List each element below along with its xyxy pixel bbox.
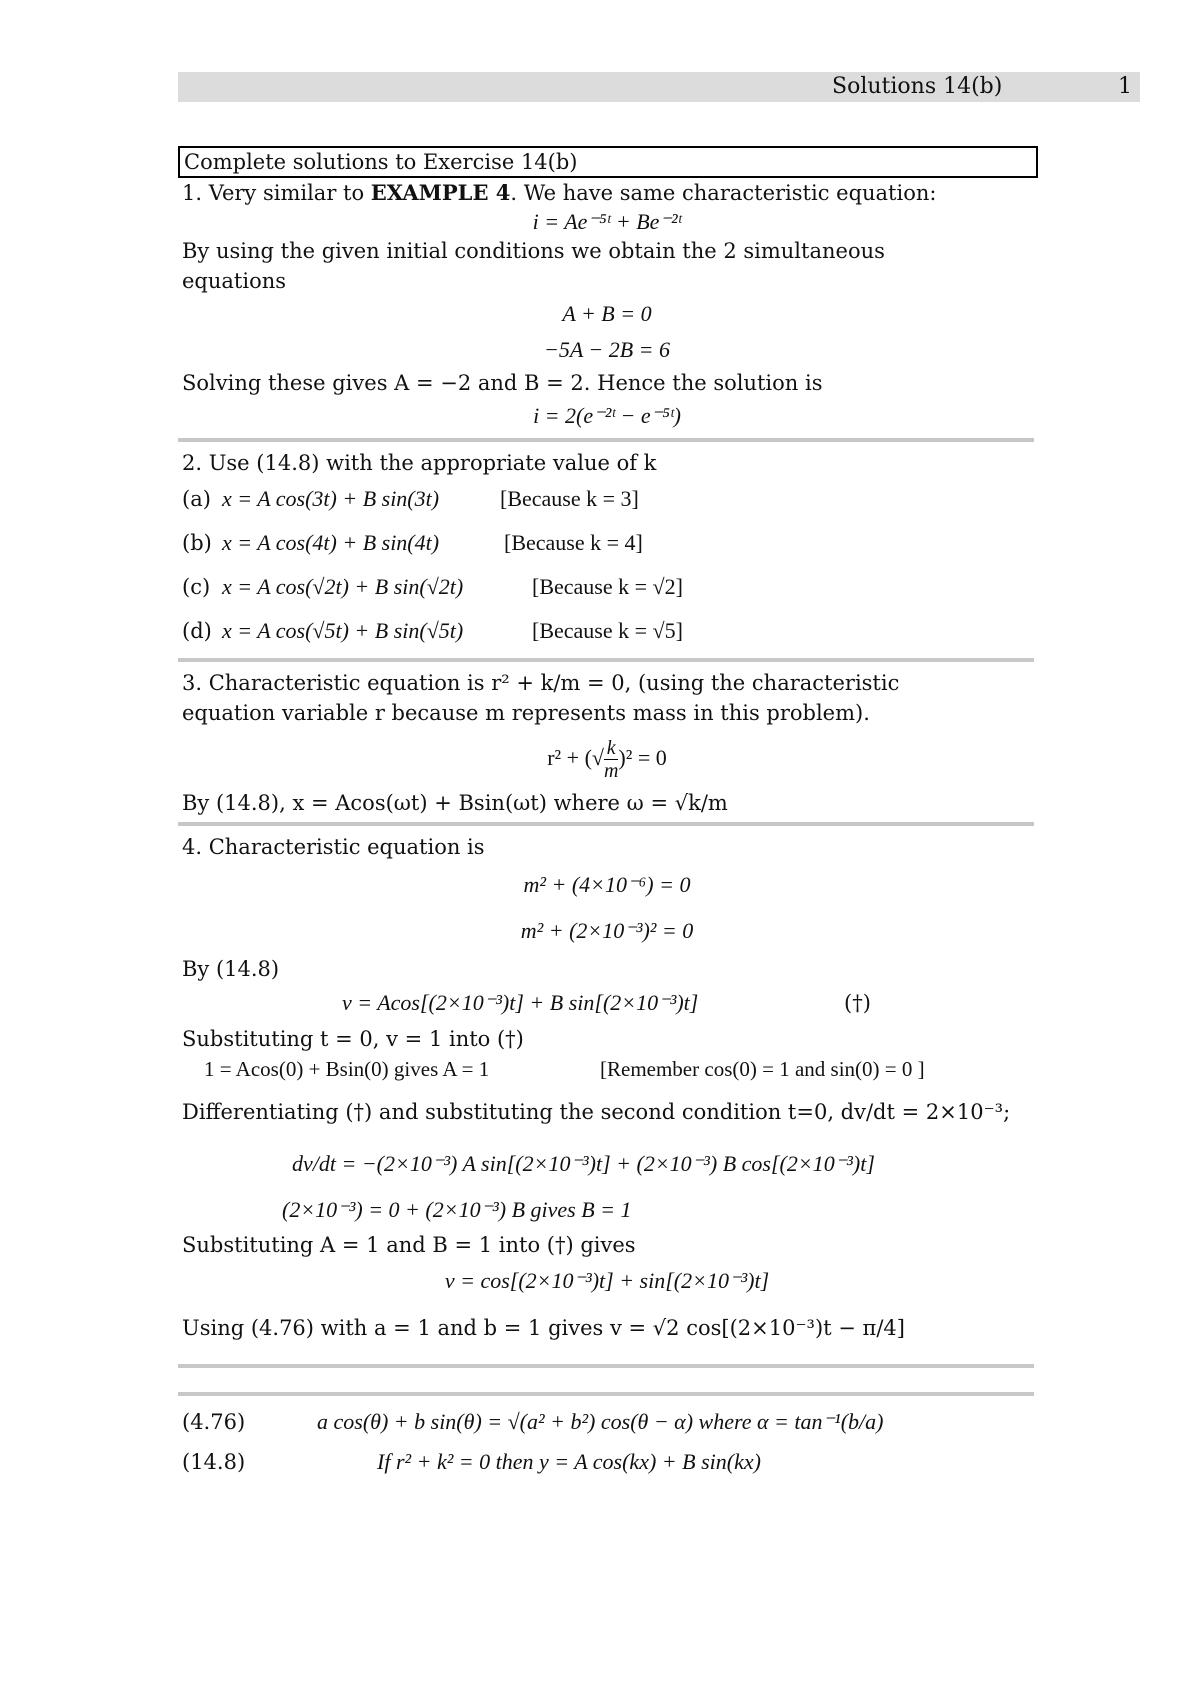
part-label: (b) (182, 531, 212, 555)
q1-text1: By using the given initial conditions we obtain the 2 simultaneous (182, 239, 885, 263)
divider (178, 438, 1034, 442)
q2-part-d (182, 610, 1032, 654)
part-equation: x = A cos(4t) + B sin(4t) (222, 530, 440, 555)
q4-eq4-note: [Remember cos(0) = 1 and sin(0) = 0 ] (600, 1057, 925, 1081)
q2-part-a (182, 478, 1032, 522)
ref-equation: If r² + k² = 0 then y = A cos(kx) + B sin(kx) (377, 1449, 761, 1474)
q3-text1: 3. Characteristic equation is r² + k/m = 0, (using the characteristic (182, 671, 900, 695)
q2-part-c (182, 566, 1032, 610)
q3-text2: equation variable r because m represents mass in this problem). (182, 701, 870, 725)
ref-14-8 (182, 1442, 1032, 1482)
divider (178, 1364, 1034, 1368)
divider (178, 1392, 1034, 1396)
q4-eq6: (2×10⁻³) = 0 + (2×10⁻³) B gives B = 1 (282, 1197, 632, 1222)
part-equation: x = A cos(√2t) + B sin(√2t) (222, 574, 464, 599)
q1-intro-tail: . We have same characteristic equation: (510, 181, 937, 205)
q4-eq2: m² + (2×10⁻³)² = 0 (520, 918, 694, 943)
q4-eq7: v = cos[(2×10⁻³)t] + sin[(2×10⁻³)t] (444, 1268, 770, 1293)
denominator: m (603, 760, 619, 782)
q1-text2: equations (182, 269, 287, 293)
q4-eq5: dv/dt = −(2×10⁻³) A sin[(2×10⁻³)t] + (2×10⁻³) B cos[(2×10⁻³)t] (292, 1151, 875, 1176)
part-reason: [Because k = 3] (500, 486, 639, 511)
q4-text2: By (14.8) (182, 957, 280, 981)
page-number: 1 (1118, 74, 1132, 99)
q4-eq1: m² + (4×10⁻⁶) = 0 (523, 872, 691, 897)
divider (178, 822, 1034, 826)
q2-intro: 2. Use (14.8) with the appropriate value of k (182, 451, 657, 475)
divider (178, 658, 1034, 662)
ref-label: (14.8) (182, 1450, 246, 1474)
part-equation: x = A cos(3t) + B sin(3t) (222, 486, 440, 511)
part-reason: [Because k = √2] (532, 574, 683, 599)
q1-intro (182, 178, 1032, 208)
numerator: k (604, 737, 618, 760)
part-label: (d) (182, 619, 212, 643)
header-title: Solutions 14(b) (832, 74, 1003, 99)
ref-equation: a cos(θ) + b sin(θ) = √(a² + b²) cos(θ − α) where α = tan⁻¹(b/a) (317, 1409, 884, 1434)
part-reason: [Because k = √5] (532, 618, 683, 643)
solutions-content (182, 146, 1032, 1482)
q4-text5: Substituting A = 1 and B = 1 into (†) gives (182, 1233, 636, 1257)
q4-eq4-row (182, 1054, 1032, 1086)
part-label: (a) (182, 487, 211, 511)
q1-intro-text: 1. Very similar to (182, 181, 371, 205)
q1-solve-text: Solving these gives A = −2 and B = 2. Hence the solution is (182, 371, 823, 395)
q4-text6: Using (4.76) with a = 1 and b = 1 gives v = √2 cos[(2×10⁻³)t − π/4] (182, 1316, 905, 1340)
q1-eq3: −5A − 2B = 6 (543, 337, 671, 362)
part-reason: [Because k = 4] (504, 530, 643, 555)
q4-eq3-row (182, 984, 1032, 1024)
q4-text3: Substituting t = 0, v = 1 into (†) (182, 1027, 524, 1051)
q2-part-b (182, 522, 1032, 566)
q1-eq2: A + B = 0 (562, 301, 652, 326)
part-label: (c) (182, 575, 211, 599)
q1-eq1: i = Ae⁻⁵ᵗ + Be⁻²ᵗ (532, 209, 682, 234)
eq-tail: )² = 0 (618, 745, 667, 770)
q3-eq2: By (14.8), x = Acos(ωt) + Bsin(ωt) where ω = √k/m (182, 791, 728, 815)
q4-text4: Differentiating (†) and substituting the second condition t=0, dv/dt = 2×10⁻³; (182, 1100, 1011, 1124)
ref-4-76 (182, 1402, 1032, 1442)
section-title: Complete solutions to Exercise 14(b) (178, 146, 1038, 178)
eq-lead: r² + (√ (547, 745, 604, 770)
fraction-k-over-m (604, 737, 618, 782)
equation-tag: (†) (844, 991, 871, 1015)
ref-label: (4.76) (182, 1410, 246, 1434)
q3-eq1 (182, 728, 1032, 788)
example-ref: EXAMPLE 4 (370, 180, 511, 205)
q1-eq4: i = 2(e⁻²ᵗ − e⁻⁵ᵗ) (533, 403, 681, 428)
q4-eq3: v = Acos[(2×10⁻³)t] + B sin[(2×10⁻³)t] (342, 990, 699, 1015)
q4-eq4: 1 = Acos(0) + Bsin(0) gives A = 1 (204, 1057, 490, 1081)
q4-text1: 4. Characteristic equation is (182, 835, 485, 859)
part-equation: x = A cos(√5t) + B sin(√5t) (222, 618, 464, 643)
